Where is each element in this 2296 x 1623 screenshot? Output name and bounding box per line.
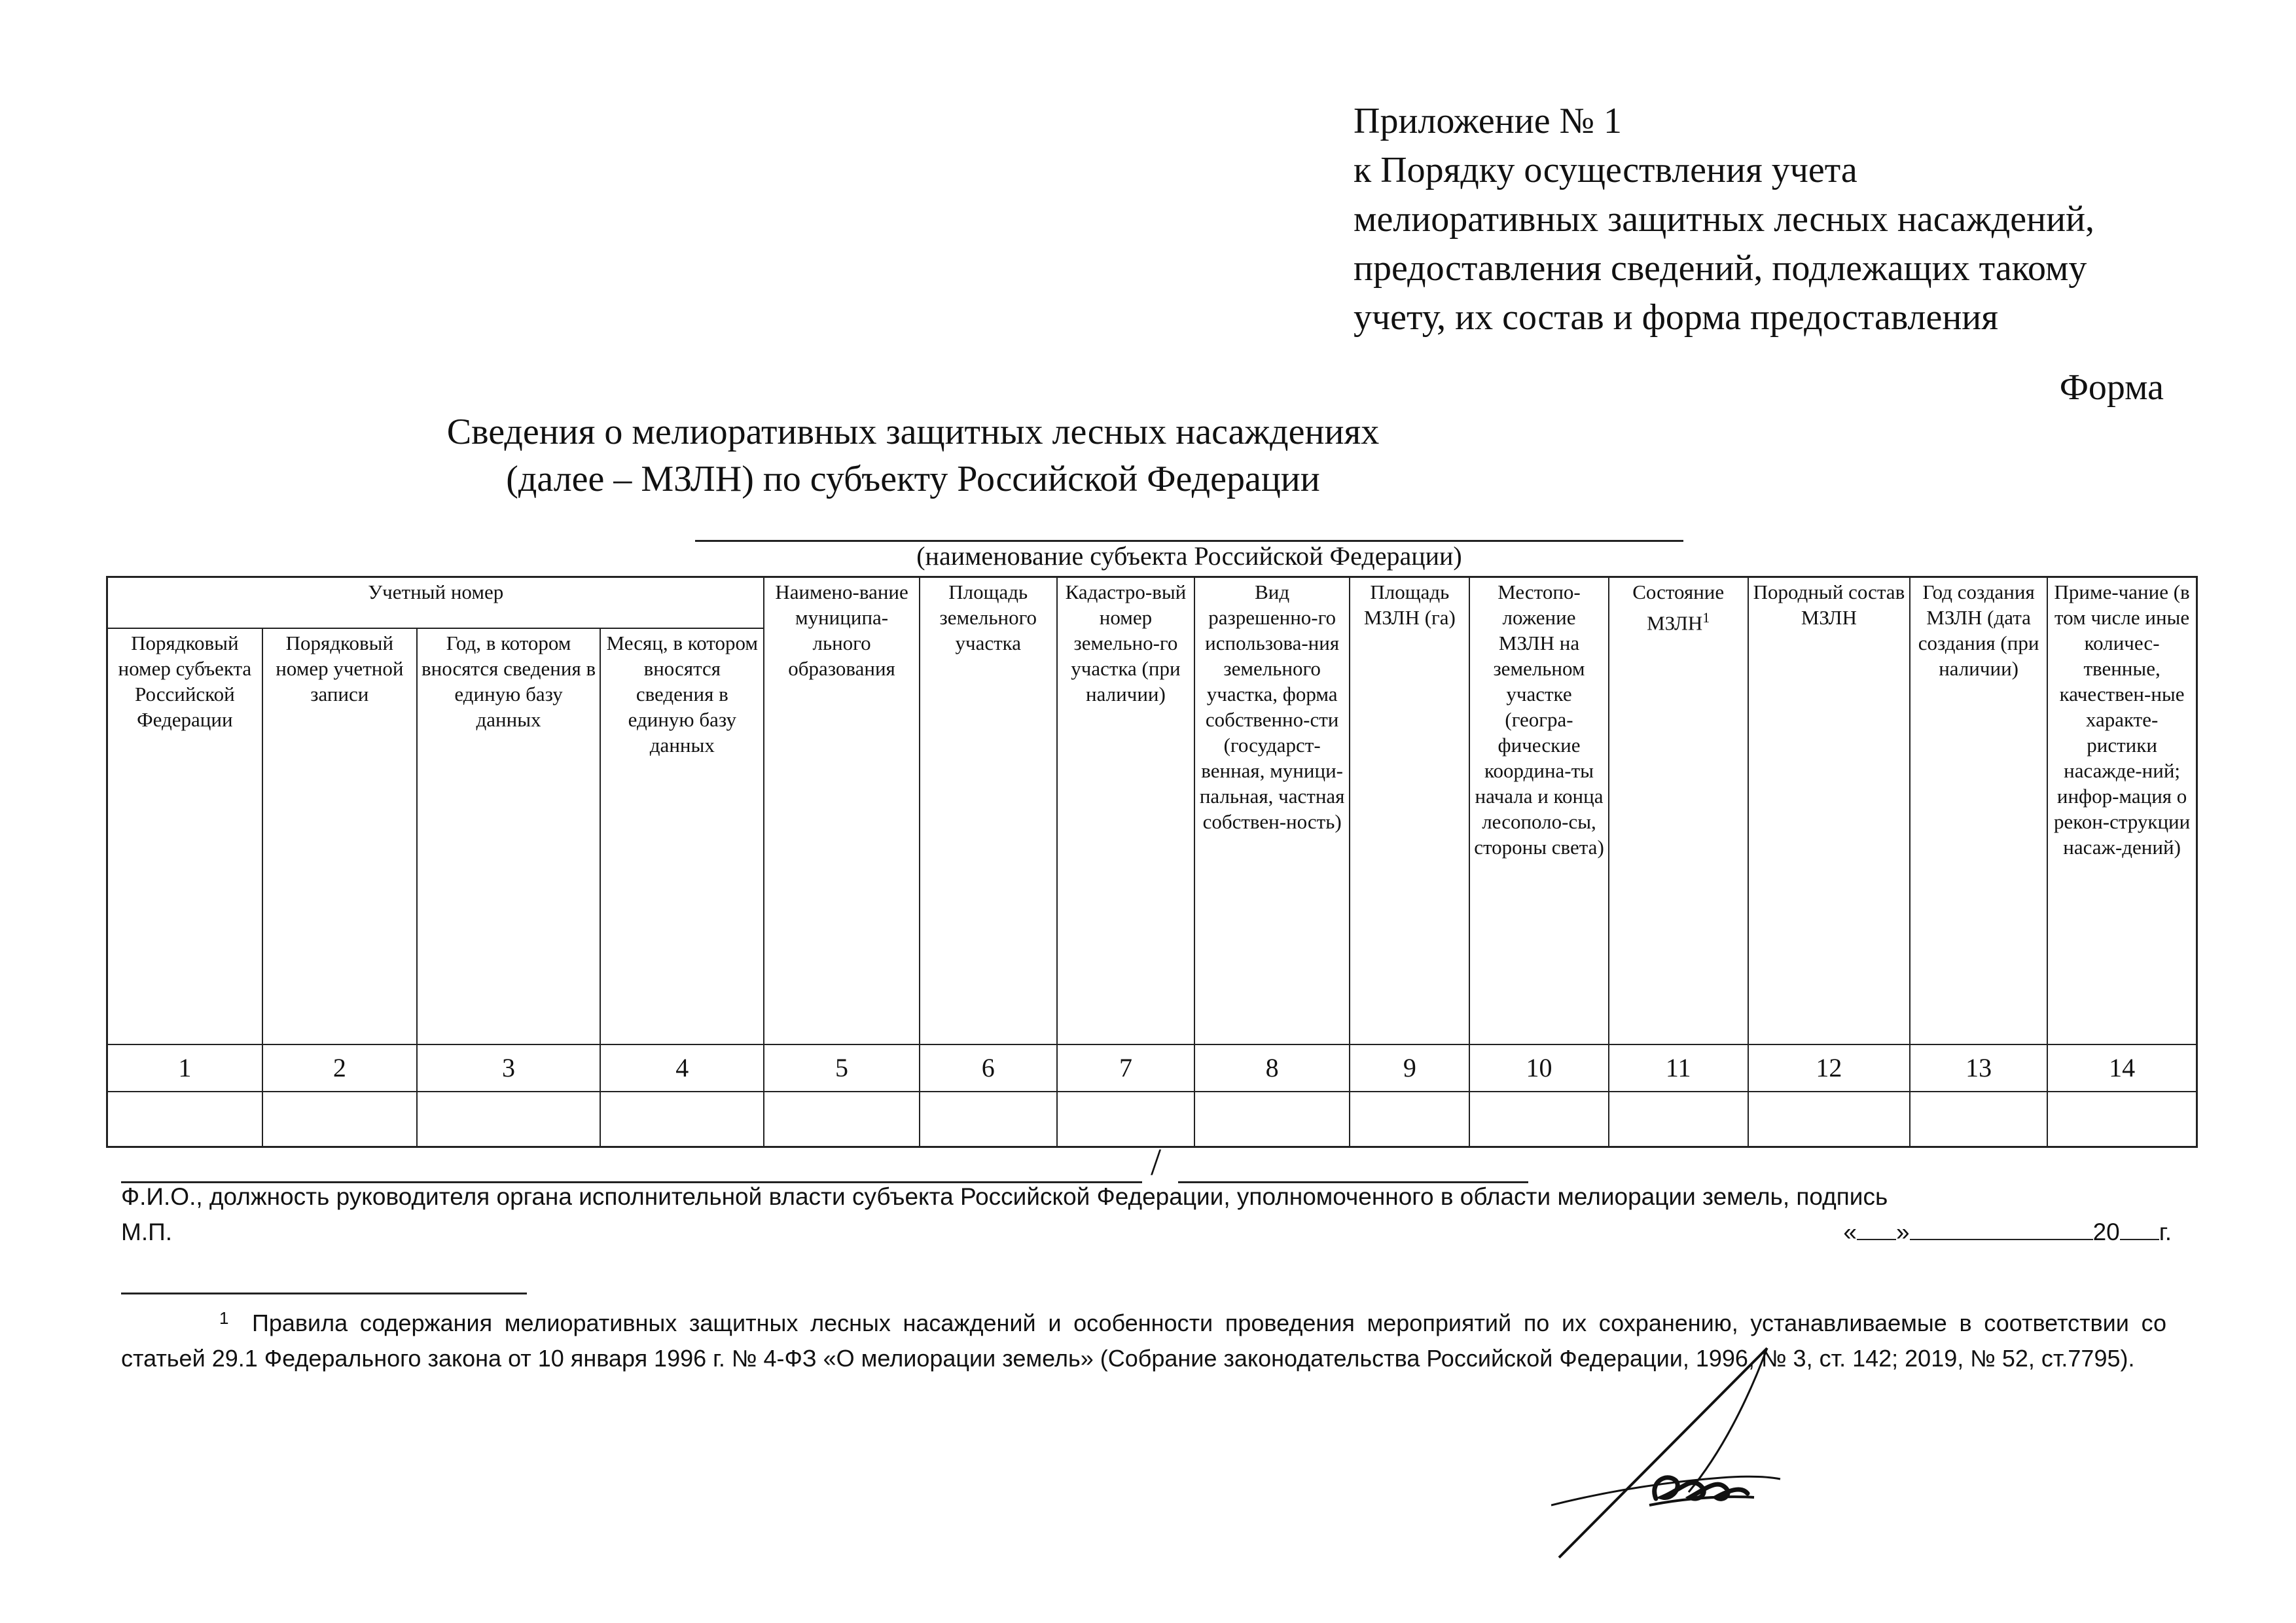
column-number: 9	[1350, 1044, 1469, 1092]
data-cell	[1194, 1092, 1350, 1147]
date-field	[1843, 1219, 2172, 1246]
data-row	[107, 1092, 2197, 1147]
fio-caption: Ф.И.О., должность руководителя органа исполнительной власти субъекта Российской Федерации, уполномоченного в области мелиорации земель, подпись	[121, 1183, 1888, 1210]
document-title-line2: (далее – МЗЛН) по субъекту Российской Федерации	[506, 459, 1320, 499]
appendix-line: мелиоративных защитных лесных насаждений,	[1354, 199, 2095, 240]
date-year-prefix: 20	[2092, 1219, 2120, 1245]
header-entry-month: Месяц, в котором вносятся сведения в единую базу данных	[600, 628, 764, 1044]
footnote-marker: 1	[1702, 609, 1710, 626]
header-record-order: Порядковый номер учетной записи	[262, 628, 417, 1044]
date-year-blank	[2120, 1219, 2159, 1240]
header-land-area: Площадь земельного участка	[920, 577, 1057, 1045]
column-number: 14	[2047, 1044, 2197, 1092]
column-number: 4	[600, 1044, 764, 1092]
data-cell	[600, 1092, 764, 1147]
header-row-1	[107, 577, 2197, 629]
form-label: Форма	[2059, 367, 2164, 408]
date-month-blank	[1910, 1219, 2093, 1240]
header-note: Приме-чание (в том числе иные количес-твенные, качествен-ные характе-ристики насажде-ний; инфор-мация о рекон-струкции насаж-дений)	[2047, 577, 2197, 1045]
document-title-line1: Сведения о мелиоративных защитных лесных насаждениях	[446, 412, 1380, 452]
header-condition-text: Состояние МЗЛН	[1632, 580, 1725, 635]
column-number: 5	[764, 1044, 919, 1092]
header-location: Местопо-ложение МЗЛН на земельном участке (геогра-фические координа-ты начала и конца лесополо-сы, стороны света)	[1469, 577, 1608, 1045]
data-cell	[1469, 1092, 1608, 1147]
column-number: 10	[1469, 1044, 1608, 1092]
handwritten-signature-icon	[1551, 1342, 1813, 1584]
column-number: 11	[1609, 1044, 1748, 1092]
column-number: 1	[107, 1044, 262, 1092]
appendix-line: Приложение № 1	[1354, 101, 1622, 141]
header-entry-year: Год, в котором вносятся сведения в единую базу данных	[417, 628, 600, 1044]
data-cell	[920, 1092, 1057, 1147]
header-municipality: Наимено-вание муниципа-льного образования	[764, 577, 919, 1045]
column-number: 7	[1057, 1044, 1194, 1092]
date-day-blank	[1857, 1219, 1896, 1240]
data-cell	[1057, 1092, 1194, 1147]
data-cell	[107, 1092, 262, 1147]
appendix-line: предоставления сведений, подлежащих такому	[1354, 248, 2087, 289]
data-cell	[417, 1092, 600, 1147]
data-cell	[2047, 1092, 2197, 1147]
data-cell	[1609, 1092, 1748, 1147]
appendix-line: к Порядку осуществления учета	[1354, 150, 1857, 190]
column-number: 3	[417, 1044, 600, 1092]
column-number: 13	[1910, 1044, 2047, 1092]
header-condition	[1609, 577, 1748, 1045]
date-open-quote: «	[1843, 1219, 1857, 1245]
column-number: 6	[920, 1044, 1057, 1092]
appendix-line: учету, их состав и форма предоставления	[1354, 297, 1999, 338]
data-cell	[1350, 1092, 1469, 1147]
footnote-rule	[121, 1293, 527, 1294]
data-cell	[764, 1092, 919, 1147]
footnote	[121, 1306, 2166, 1376]
header-permitted-use: Вид разрешенно-го использова-ния земельного участка, форма собственно-сти (государст-венная, муници-пальная, частная собствен-ность)	[1194, 577, 1350, 1045]
signature-slash: /	[1151, 1141, 1162, 1183]
column-number: 8	[1194, 1044, 1350, 1092]
header-creation-year: Год создания МЗЛН (дата создания (при наличии)	[1910, 577, 2047, 1045]
header-subject-order: Порядковый номер субъекта Российской Федерации	[107, 628, 262, 1044]
subject-name-caption: (наименование субъекта Российской Федерации)	[916, 541, 1462, 571]
column-number: 12	[1748, 1044, 1910, 1092]
stamp-place: М.П.	[121, 1219, 172, 1245]
data-cell	[1910, 1092, 2047, 1147]
mzln-table	[106, 576, 2198, 1148]
date-close-quote: »	[1896, 1219, 1910, 1245]
header-mzln-area: Площадь МЗЛН (га)	[1350, 577, 1469, 1045]
data-cell	[1748, 1092, 1910, 1147]
column-number: 2	[262, 1044, 417, 1092]
column-number-row	[107, 1044, 2197, 1092]
date-year-suffix: г.	[2159, 1219, 2172, 1245]
footnote-text: Правила содержания мелиоративных защитных лесных насаждений и особенности проведения мероприятий по их сохранению, устанавливаемые в соответствии со статьей 29.1 Федерального закона от 10 января 1996 г. № 4-ФЗ «О мелиорации земель» (Собрание законодательства Российской Федерации, 1996, № 3, ст. 142; 2019, № 52, ст.7795).	[121, 1310, 2166, 1372]
header-account-number: Учетный номер	[107, 577, 764, 629]
data-cell	[262, 1092, 417, 1147]
footnote-number: 1	[219, 1308, 229, 1328]
appendix-header	[1354, 97, 2257, 342]
header-cadastral-number: Кадастро-вый номер земельно-го участка (при наличии)	[1057, 577, 1194, 1045]
header-species: Породный состав МЗЛН	[1748, 577, 1910, 1045]
